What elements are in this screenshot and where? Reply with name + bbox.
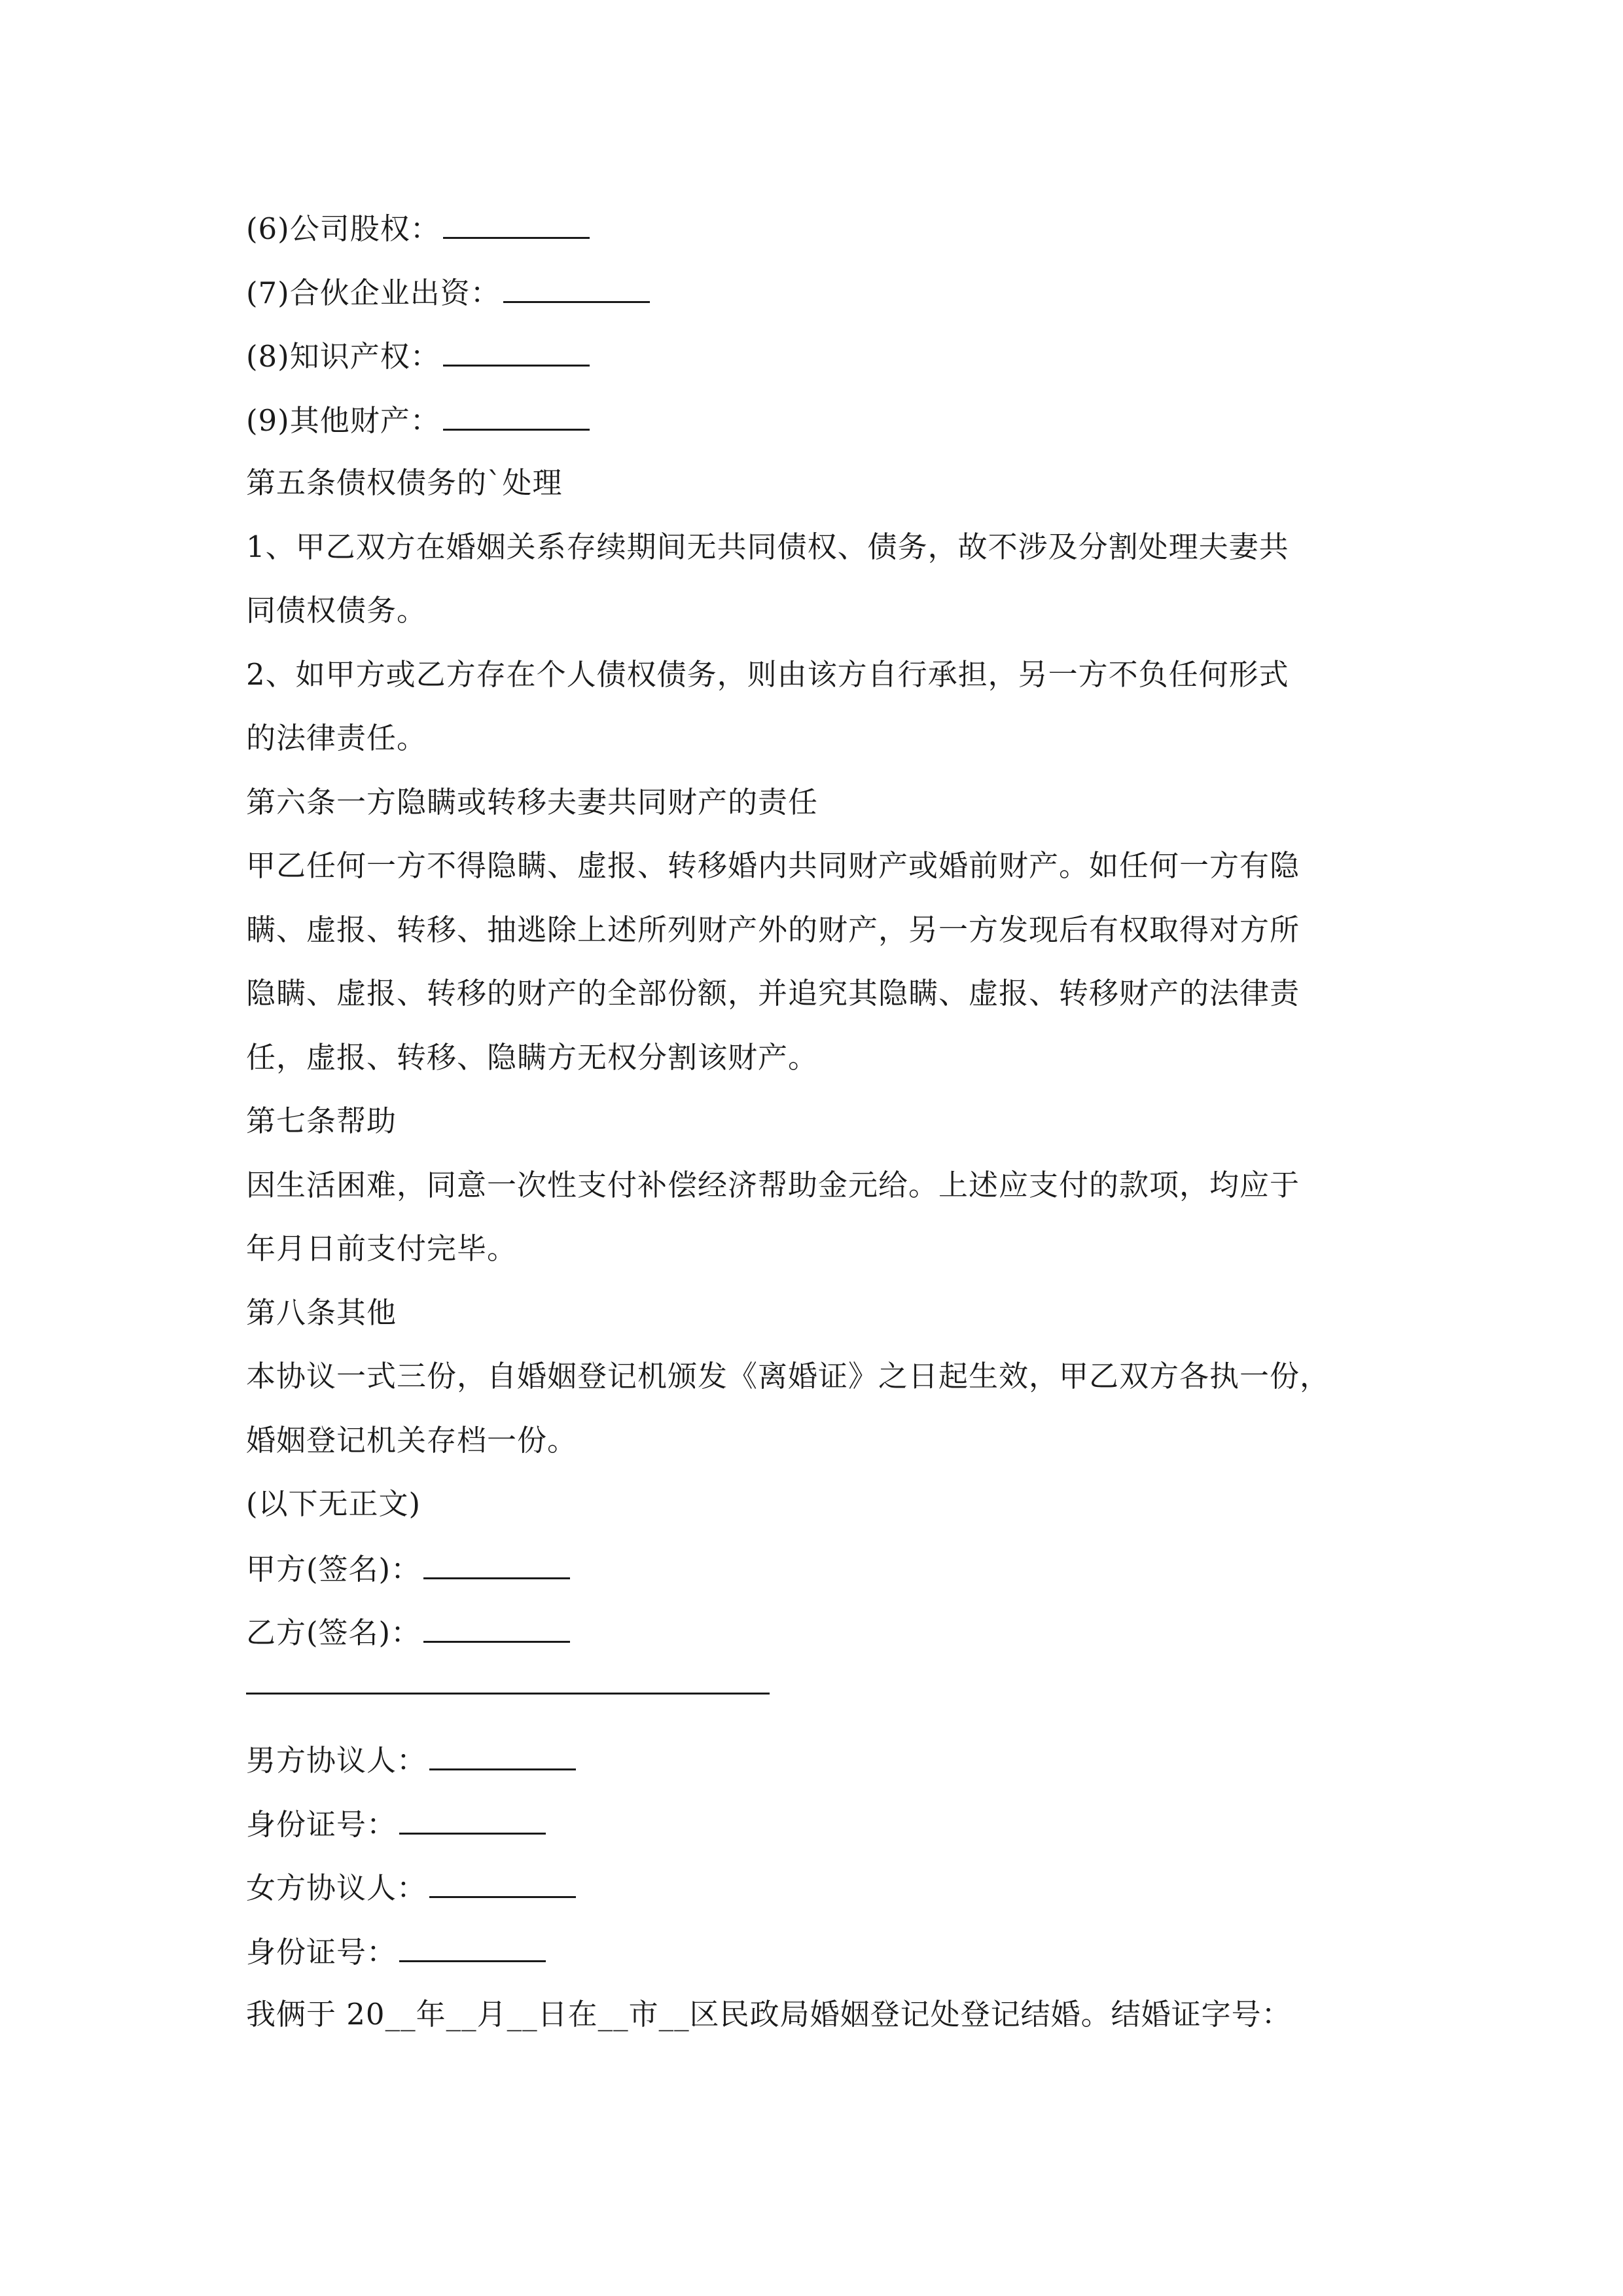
paragraph-line: 瞒、虚报、转移、抽逃除上述所列财产外的财产，另一方发现后有权取得对方所	[246, 912, 1300, 947]
male-party-field: 男方协议人：	[246, 1740, 576, 1780]
paragraph-line: 婚姻登记机关存档一份。	[246, 1423, 578, 1458]
paragraph-line: 年月日前支付完毕。	[246, 1231, 518, 1266]
article-6-heading: 第六条一方隐瞒或转移夫妻共同财产的责任	[246, 785, 819, 819]
item-intellectual-property: (8)知识产权：	[246, 336, 590, 376]
paragraph-line: 1、甲乙双方在婚姻关系存续期间无共同债权、债务，故不涉及分割处理夫妻共	[246, 529, 1289, 564]
male-id-field: 身份证号：	[246, 1804, 546, 1844]
paragraph-line: 任，虚报、转移、隐瞒方无权分割该财产。	[246, 1040, 819, 1075]
article-5-heading: 第五条债权债务的`处理	[246, 465, 563, 500]
fill-in-blank	[399, 1931, 546, 1962]
marriage-registration-line: 我俩于 20__年__月__日在__市__区民政局婚姻登记处登记结婚。结婚证字号：	[246, 1997, 1292, 2032]
end-of-text-note: (以下无正文)	[246, 1486, 421, 1521]
fill-in-blank	[443, 208, 590, 239]
female-id-field: 身份证号：	[246, 1931, 546, 1972]
item-partnership-contribution: (7)合伙企业出资：	[246, 272, 650, 313]
party-a-signature: 甲方(签名)：	[246, 1549, 570, 1589]
paragraph-line: 本协议一式三份，自婚姻登记机颁发《离婚证》之日起生效，甲乙双方各执一份，	[246, 1359, 1330, 1393]
fill-in-blank	[429, 1867, 576, 1898]
fill-in-blank	[443, 336, 590, 367]
item-company-equity: (6)公司股权：	[246, 208, 590, 249]
fill-in-blank	[399, 1804, 546, 1835]
fill-in-blank	[503, 272, 650, 303]
paragraph-line: 同债权债务。	[246, 593, 427, 628]
fill-in-blank	[443, 400, 590, 431]
paragraph-line: 甲乙任何一方不得隐瞒、虚报、转移婚内共同财产或婚前财产。如任何一方有隐	[246, 848, 1300, 883]
article-8-heading: 第八条其他	[246, 1295, 397, 1330]
signature-blank	[423, 1612, 570, 1643]
article-7-heading: 第七条帮助	[246, 1103, 397, 1138]
fill-in-blank	[429, 1740, 576, 1770]
female-party-field: 女方协议人：	[246, 1867, 576, 1908]
paragraph-line: 因生活困难，同意一次性支付补偿经济帮助金元给。上述应支付的款项，均应于	[246, 1168, 1300, 1202]
party-b-signature: 乙方(签名)：	[246, 1612, 570, 1653]
section-divider	[246, 1693, 770, 1695]
signature-blank	[423, 1549, 570, 1579]
item-other-property: (9)其他财产：	[246, 400, 590, 440]
paragraph-line: 的法律责任。	[246, 721, 427, 755]
paragraph-line: 2、如甲方或乙方存在个人债权债务，则由该方自行承担，另一方不负任何形式	[246, 657, 1289, 692]
paragraph-line: 隐瞒、虚报、转移的财产的全部份额，并追究其隐瞒、虚报、转移财产的法律责	[246, 976, 1300, 1011]
